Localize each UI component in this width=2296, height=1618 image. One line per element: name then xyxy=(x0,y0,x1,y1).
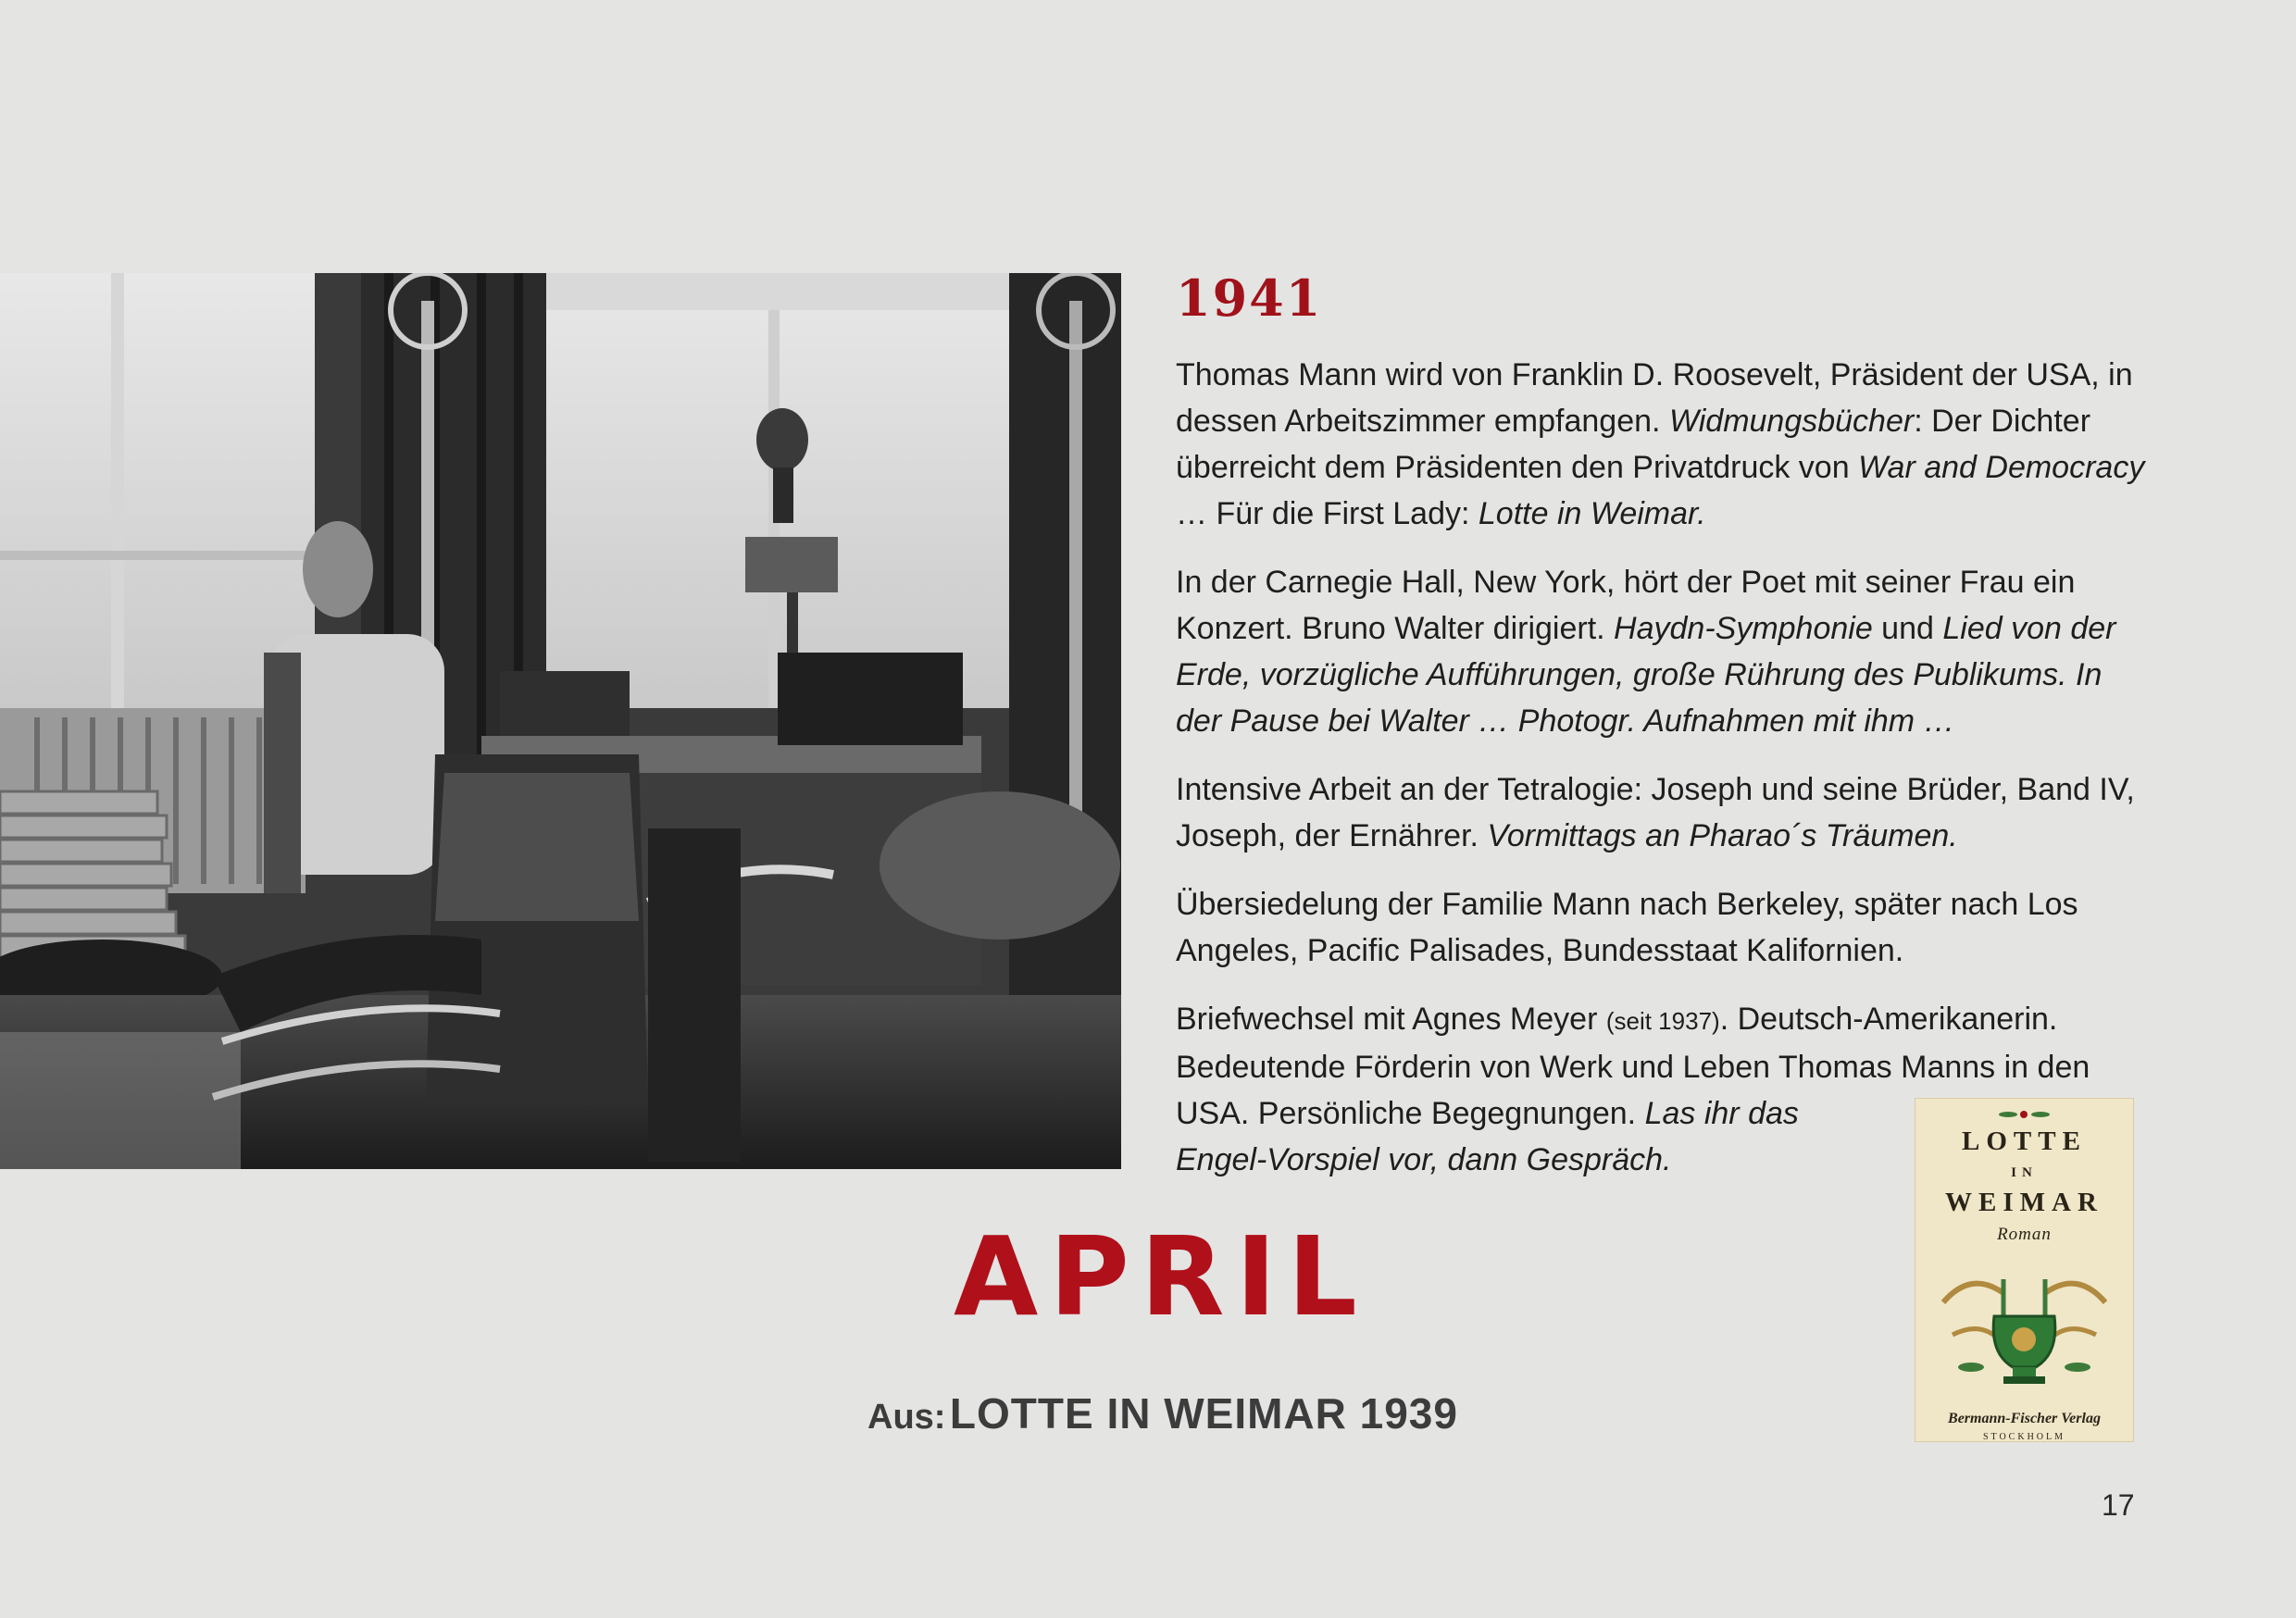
cover-publisher: Bermann-Fischer Verlag xyxy=(1948,1411,2101,1426)
paragraph-berkeley xyxy=(1176,881,2148,974)
month-title: APRIL xyxy=(954,1213,1368,1340)
paragraph-roosevelt xyxy=(1176,352,2148,537)
book-cover-lotte-in-weimar xyxy=(1915,1099,2133,1441)
text-run: In der Carnegie Hall, New York, hört der Poet mit seiner Frau ein Konzert. Bruno Walter dirigiert. xyxy=(1176,565,2076,646)
source-line xyxy=(848,1388,1478,1438)
cover-title-line3: WEIMAR xyxy=(1945,1188,2103,1217)
chronicle-text xyxy=(1176,352,2148,1205)
text-run: Briefwechsel mit Agnes Meyer xyxy=(1176,1002,1606,1037)
text-run: . Deutsch-Amerikanerin. Bedeutende Förderin von Werk und Leben Thomas Manns in den USA. Persönliche Begegnungen. xyxy=(1176,1002,2090,1131)
year-heading: 1941 xyxy=(1176,268,1323,328)
text-run: Haydn-Symphonie xyxy=(1614,611,1873,646)
text-run: … Für die First Lady: xyxy=(1176,496,1479,531)
text-run: Las ihr das xyxy=(1644,1096,1799,1131)
text-run: Vormittags an Pharao´s Träumen. xyxy=(1487,818,1958,853)
text-run: Lied von der Erde, vorzügliche Aufführungen, große Rührung des Publikums. In der Pause bei Walter … Photogr. Aufnahmen mit ihm … xyxy=(1176,611,2116,739)
cover-title-line2: IN xyxy=(2011,1165,2038,1180)
paragraph-carnegie-hall xyxy=(1176,559,2148,744)
historical-photo xyxy=(0,273,1121,1169)
source-prefix: Aus: xyxy=(867,1398,946,1437)
cover-title-line1: LOTTE xyxy=(1962,1126,2087,1156)
text-run: : Der Dichter überreicht dem Präsidenten den Privatdruck von xyxy=(1176,404,2091,485)
cover-subtitle: Roman xyxy=(1997,1225,2052,1244)
cover-place: STOCKHOLM xyxy=(1982,1432,2066,1441)
page-number: 17 xyxy=(2102,1488,2135,1522)
text-run: Engel-Vorspiel vor, dann Gespräch. xyxy=(1176,1142,1672,1177)
text-run: Lotte in Weimar. xyxy=(1478,496,1706,531)
text-run: und xyxy=(1872,611,1943,646)
ornament-icon xyxy=(1915,1108,2133,1121)
text-run: (seit 1937) xyxy=(1605,1007,1720,1035)
text-run: Thomas Mann wird von Franklin D. Roosevelt, Präsident der USA, in dessen Arbeitszimmer empfangen. xyxy=(1176,357,2133,439)
paragraph-tetralogie xyxy=(1176,766,2148,859)
text-run: War and Democracy xyxy=(1858,450,2145,485)
source-work: LOTTE IN WEIMAR 1939 xyxy=(949,1389,1458,1438)
text-run: Widmungsbücher xyxy=(1668,404,1915,439)
lyre-vase-icon xyxy=(1915,1265,2133,1404)
text-run: Intensive Arbeit an der Tetralogie: Joseph und seine Brüder, Band IV, Joseph, der Ernährer. xyxy=(1176,772,2135,853)
text-run: Übersiedelung der Familie Mann nach Berkeley, später nach Los Angeles, Pacific Palisades, Bundesstaat Kalifornien. xyxy=(1176,887,2078,968)
